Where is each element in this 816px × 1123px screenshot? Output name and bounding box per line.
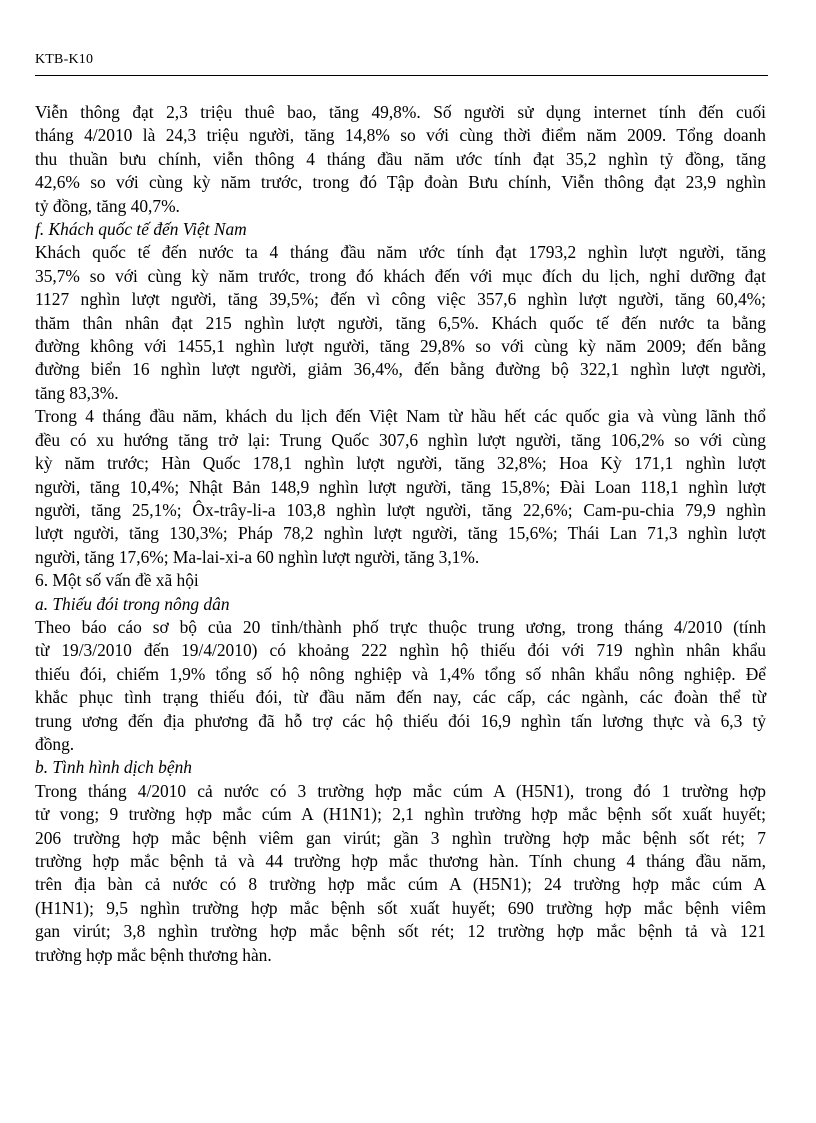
text-line: tỷ đồng, tăng 40,7%. [35, 195, 180, 216]
page-header: KTB-K10 [35, 52, 94, 67]
paragraph [35, 101, 766, 218]
text-line: Khách quốc tế đến nước ta 4 tháng đầu năm ước tính đạt 1793,2 nghìn lượt người, tăng [35, 242, 766, 263]
text-line: 35,7% so với cùng kỳ năm trước, trong đó khách đến với mục đích du lịch, nghỉ dưỡng đạt [35, 265, 766, 286]
text-line: đường không với 1455,1 nghìn lượt người, tăng 29,8% so với cùng kỳ năm 2009; đến bằng [35, 336, 766, 357]
paragraph [35, 405, 766, 569]
text-line: đều có xu hướng tăng trở lại: Trung Quốc 307,6 nghìn lượt người, tăng 106,2% so với cùng [35, 429, 766, 450]
subsection-heading: f. Khách quốc tế đến Việt Nam [35, 219, 247, 240]
text-line: Trong 4 tháng đầu năm, khách du lịch đến Việt Nam từ hầu hết các quốc gia và vùng lãnh thổ [35, 406, 766, 427]
text-line: trung ương đến địa phương đã hỗ trợ các hộ thiếu đói 16,9 nghìn tấn lương thực và 6,3 tỷ [35, 710, 766, 731]
text-line: tháng 4/2010 là 24,3 triệu người, tăng 14,8% so với cùng thời điểm năm 2009. Tổng doanh [35, 125, 766, 146]
text-line: Viễn thông đạt 2,3 triệu thuê bao, tăng 49,8%. Số người sử dụng internet tính đến cuối [35, 102, 766, 122]
text-line: trường hợp mắc bệnh tả và 44 trường hợp mắc thương hàn. Tính chung 4 tháng đầu năm, [35, 851, 766, 871]
text-line: trường hợp mắc bệnh thương hàn. [35, 944, 272, 965]
text-line: thu thuần bưu chính, viễn thông 4 tháng đầu năm ước tính đạt 35,2 nghìn tỷ đồng, tăng [35, 148, 766, 169]
text-line: 42,6% so với cùng kỳ năm trước, trong đó Tập đoàn Bưu chính, Viễn thông đạt 23,9 nghìn [35, 172, 766, 193]
text-line: Theo báo cáo sơ bộ của 20 tỉnh/thành phố trực thuộc trung ương, trong tháng 4/2010 (tính [35, 616, 766, 637]
text-line: lượt người, tăng 130,3%; Pháp 78,2 nghìn lượt người, tăng 15,6%; Thái Lan 71,3 nghìn lượt [35, 523, 766, 544]
text-line: kỳ năm trước; Hàn Quốc 178,1 nghìn lượt người, tăng 32,8%; Hoa Kỳ 171,1 nghìn lượt [35, 453, 766, 474]
text-line: người, tăng 25,1%; Ôx-trây-li-a 103,8 nghìn lượt người, tăng 22,6%; Cam-pu-chia 79,9 nghìn [35, 499, 766, 520]
text-line: đường biển 16 nghìn lượt người, giảm 36,4%, đến bằng đường bộ 322,1 nghìn lượt người, [35, 359, 766, 380]
subsection-heading: b. Tình hình dịch bệnh [35, 757, 192, 778]
text-line: 1127 nghìn lượt người, tăng 39,5%; đến vì công việc 357,6 nghìn lượt người, tăng 60,4%; [35, 289, 766, 310]
text-line: Trong tháng 4/2010 cả nước có 3 trường hợp mắc cúm A (H5N1), trong đó 1 trường hợp [35, 780, 766, 801]
text-line: từ 19/3/2010 đến 19/4/2010) có khoảng 222 nghìn hộ thiếu đói với 719 nghìn nhân khẩu [35, 640, 766, 661]
text-line: thăm thân nhân đạt 215 nghìn lượt người, tăng 6,5%. Khách quốc tế đến nước ta bằng [35, 312, 766, 333]
text-line: đồng. [35, 733, 75, 754]
text-line: thiếu đói, chiếm 1,9% tổng số hộ nông nghiệp và 1,4% tổng số nhân khẩu nông nghiệp. Để [35, 663, 766, 684]
text-line: 206 trường hợp mắc bệnh viêm gan virút; gần 3 nghìn trường hợp mắc bệnh sốt rét; 7 [35, 827, 766, 848]
document-body [35, 101, 766, 967]
subsection-heading: a. Thiếu đói trong nông dân [35, 593, 230, 614]
paragraph [35, 616, 766, 756]
text-line: khắc phục tình trạng thiếu đói, từ đầu năm đến nay, các cấp, các ngành, các đoàn thể từ [35, 687, 766, 708]
text-line: tử vong; 9 trường hợp mắc cúm A (H1N1); 2,1 nghìn trường hợp mắc bệnh sốt xuất huyết; [35, 804, 766, 825]
paragraph [35, 780, 766, 967]
text-line: gan virút; 3,8 nghìn trường hợp mắc bệnh sốt rét; 12 trường hợp mắc bệnh tả và 121 [35, 921, 766, 942]
text-line: (H1N1); 9,5 nghìn trường hợp mắc bệnh sốt xuất huyết; 690 trường hợp mắc bệnh viêm [35, 897, 766, 918]
header-rule [35, 75, 768, 76]
text-line: tăng 83,3%. [35, 382, 119, 403]
text-line: người, tăng 17,6%; Ma-lai-xi-a 60 nghìn lượt người, tăng 3,1%. [35, 546, 480, 567]
text-line: trên địa bàn cả nước có 8 trường hợp mắc cúm A (H5N1); 24 trường hợp mắc cúm A [35, 874, 766, 895]
paragraph [35, 241, 766, 405]
text-line: người, tăng 10,4%; Nhật Bản 148,9 nghìn lượt người, tăng 15,8%; Đài Loan 118,1 nghìn lượt [35, 476, 766, 497]
section-heading: 6. Một số vấn đề xã hội [35, 570, 199, 591]
